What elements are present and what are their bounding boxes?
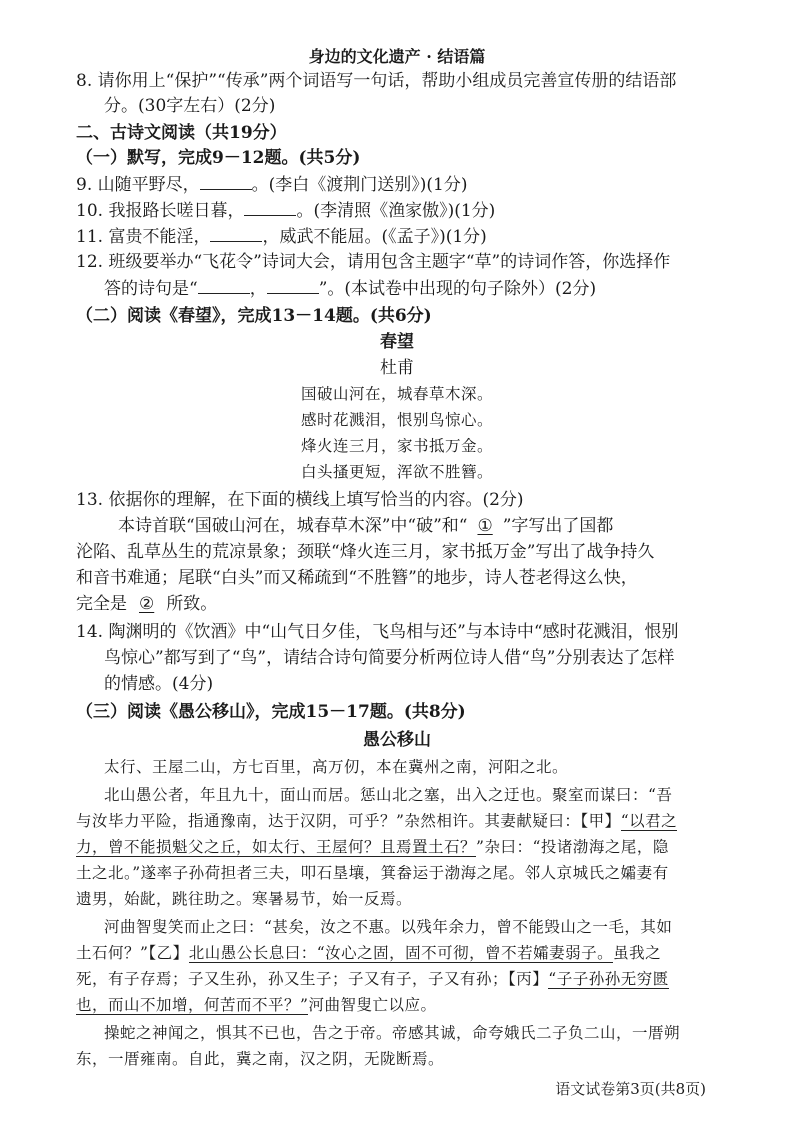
q12-text-a: 答的诗句是“ [104,279,198,299]
q10-text-b: 。(李清照《渔家傲》)(1分) [296,201,496,221]
q12-blank-2[interactable] [267,277,319,294]
q9-blank[interactable] [200,173,252,190]
passage-p2-l3-text: ”杂曰：“投诸渤海之尾，隐 [476,838,669,856]
passage-p2-l3 [76,836,669,858]
passage-p3-l2-text: 土石何？”【乙】 [76,944,189,962]
passage-p2-l1: 北山愚公者，年且九十，面山而居。惩山北之塞，出入之迂也。聚室而谋曰：“吾 [104,786,673,804]
q14-line1: 14. 陶渊明的《饮酒》中“山气日夕佳，飞鸟相与还”与本诗中“感时花溅泪，恨别 [76,622,679,642]
passage-p2-l2 [76,810,677,832]
q14-line2: 鸟惊心”都写到了“鸟”，请结合诗句简要分析两位诗人借“鸟”分别表达了怎样 [104,648,675,668]
passage-p3-l3-text: 死，有子存焉；子又生孙，孙又生子；子又有子，子又有孙；【丙】 [76,970,549,988]
passage-jia-underline-cont: 力，曾不能损魁父之丘，如太行、王屋何？且焉置土石？ [76,838,477,856]
q13-text-a: 本诗首联“国破山河在，城春草木深”中“破”和“ [118,516,468,536]
poem-author: 杜甫 [380,358,414,378]
q12-text-b: ， [249,279,267,299]
q10-text-a: 10. 我报路长嗟日暮， [76,201,245,221]
q13-line2 [118,515,613,537]
q12-text-c: ”。(本试卷中出现的句子除外）(2分) [318,279,597,299]
q12-blank-1[interactable] [198,277,250,294]
passage-p3-l4-text: 河曲智叟亡以应。 [308,996,437,1014]
poem-line-1: 国破山河在，城春草木深。 [300,385,493,403]
poem-line-2: 感时花溅泪，恨别鸟惊心。 [300,411,493,429]
passage-bing-underline: “子子孙孙无穷匮 [548,970,669,988]
passage-p3-l2 [76,942,661,964]
subsection-3-heading: （三）阅读《愚公移山》，完成15－17题。(共8分) [76,702,466,722]
q9 [76,173,467,196]
q13-blank-2[interactable]: ② [139,594,155,614]
passage-p3-l4 [76,994,436,1016]
passage-p4-l1: 操蛇之神闻之，惧其不已也，告之于帝。帝感其诚，命夸娥氏二子负二山，一厝朔 [104,1024,681,1042]
q8-line2: 分。(30字左右）(2分) [104,96,276,116]
q13-line3: 沦陷、乱草丛生的荒凉景象；颈联“烽火连三月，家书抵万金”写出了战争持久 [76,542,655,562]
q13-blank-1[interactable]: ① [477,516,493,536]
q13-text-c: 完全是 [76,594,127,614]
q13-text-d: 所致。 [166,594,218,614]
q11 [76,225,487,248]
passage-p2-l5: 遗男，始龀，跳往助之。寒暑易节，始一反焉。 [76,890,413,908]
page-footer: 语文试卷第3页(共8页) [555,1080,706,1098]
q11-blank[interactable] [210,225,262,242]
page-header: 身边的文化遗产 · 结语篇 [308,47,486,66]
passage-bing-underline-cont: 也，而山不加增，何苦而不平？” [76,996,309,1014]
poem-title: 春望 [380,332,414,352]
q8-line1: 8. 请你用上“保护”“传承”两个词语写一句话，帮助小组成员完善宣传册的结语部 [76,71,677,91]
subsection-2-heading: （二）阅读《春望》，完成13－14题。(共6分) [76,306,432,326]
passage-p1: 太行、王屋二山，方七百里，高万仞，本在冀州之南，河阳之北。 [104,758,569,776]
passage-title: 愚公移山 [363,730,431,750]
q13-text-b: ”字写出了国都 [502,516,614,536]
passage-p2-l4: 土之北。”遂率子孙荷担者三夫，叩石垦壤，箕畚运于渤海之尾。邻人京城氏之孀妻有 [76,864,669,882]
q12-line1: 12. 班级要举办“飞花令”诗词大会，请用包含主题字“草”的诗词作答，你选择作 [76,252,671,272]
poem-line-4: 白头搔更短，浑欲不胜簪。 [300,463,493,481]
q13-line1: 13. 依据你的理解，在下面的横线上填写恰当的内容。(2分) [76,490,524,510]
q10-blank[interactable] [244,199,296,216]
q13-line4: 和音书难通；尾联“白头”而又稀疏到“不胜簪”的地步，诗人苍老得这么快， [76,568,638,588]
subsection-1-heading: （一）默写，完成9－12题。(共5分) [76,148,361,168]
q10 [76,199,495,222]
q13-line5 [76,593,217,615]
passage-p3-l2-text-end: 虽我之 [613,944,662,962]
section-2-heading: 二、古诗文阅读（共19分） [76,123,287,143]
passage-p2-l2-text: 与汝毕力平险，指通豫南，达于汉阴，可乎？”杂然相许。其妻献疑曰：【甲】 [76,812,621,830]
q14-line3: 的情感。(4分) [104,674,214,694]
passage-yi-underline: 北山愚公长息曰：“汝心之固，固不可彻，曾不若孀妻弱子。 [188,944,614,962]
q9-text-b: 。(李白《渡荆门送别》)(1分) [251,175,468,195]
q9-text-a: 9. 山随平野尽， [76,175,200,195]
q11-text-a: 11. 富贵不能淫， [76,227,211,247]
passage-p4-l2: 东，一厝雍南。自此，冀之南，汉之阴，无陇断焉。 [76,1050,445,1068]
passage-p3-l1: 河曲智叟笑而止之曰：“甚矣，汝之不惠。以残年余力，曾不能毁山之一毛，其如 [104,918,673,936]
poem-line-3: 烽火连三月，家书抵万金。 [300,437,493,455]
q12-line2 [104,277,596,300]
q11-text-b: ，威武不能屈。(《孟子》)(1分) [262,227,487,247]
passage-jia-underline: “以君之 [620,812,678,830]
passage-p3-l3 [76,968,669,990]
